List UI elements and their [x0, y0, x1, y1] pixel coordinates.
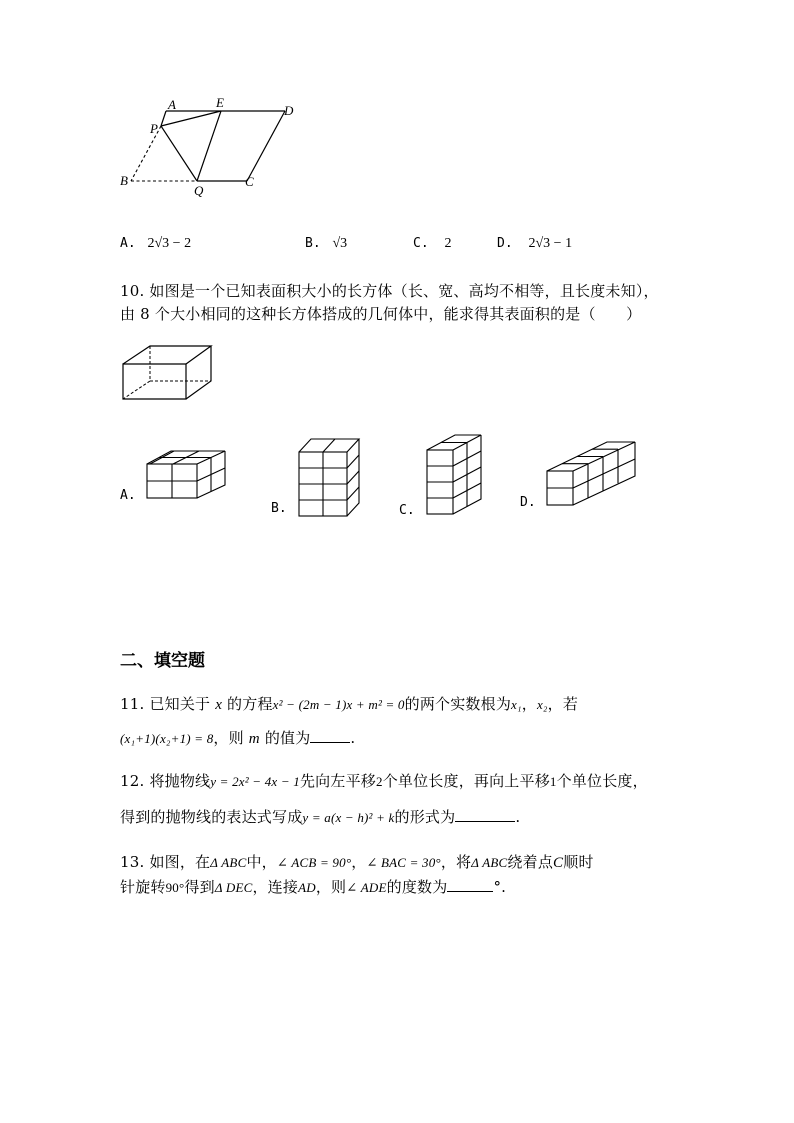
q10-option-c-figure: [425, 434, 487, 516]
q13-line-1: [120, 851, 594, 872]
q10-line-2: 由 8 个大小相同的这种长方体搭成的几何体中，能求得其表面积的是（ ）: [120, 305, 642, 323]
q11-text: 的两个实数根为: [404, 695, 512, 713]
segment-pq: [161, 126, 197, 181]
q9-option-b-value: √3: [332, 236, 348, 251]
q11-line-1: [120, 693, 578, 714]
q12-shift-up: 1: [549, 774, 557, 789]
q12-end: .: [515, 808, 521, 826]
q10-option-a-label: A.: [120, 488, 136, 503]
segment-pe: [161, 111, 221, 126]
q13-text: ，将: [440, 853, 472, 871]
q13-triangle-abc-2: Δ ABC: [471, 855, 508, 870]
q10-option-c-label: C.: [399, 503, 415, 518]
parallelogram-figure: [110, 95, 310, 205]
q11-answer-blank[interactable]: [310, 728, 350, 743]
q11-text: 已知关于: [149, 695, 211, 713]
label-d: D: [284, 103, 294, 118]
q11-text: 的值为: [264, 729, 311, 747]
q12-text: 将抛物线: [149, 772, 211, 790]
q10-option-b-figure: [297, 438, 362, 518]
q9-option-d-value: 2√3 − 1: [528, 236, 573, 251]
q11-end: .: [350, 729, 356, 747]
q11-text: 的方程: [227, 695, 273, 713]
q12-text: 得到的抛物线的表达式写成: [120, 808, 303, 826]
q9-option-a-value: 2√3 − 2: [147, 236, 192, 251]
q13-text: ，连接: [252, 878, 299, 896]
q9-option-d-label: D.: [497, 236, 513, 251]
q13-text: 的度数为: [386, 878, 448, 896]
q12-text: 的形式为: [394, 808, 456, 826]
q11-equation: x² − (2m − 1)x + m² = 0: [272, 697, 405, 712]
q11-separator: ，: [521, 695, 537, 713]
q11-number: 11.: [120, 695, 145, 713]
q12-line-2: [120, 806, 520, 827]
q12-equation: y = 2x² − 4x − 1: [210, 774, 300, 789]
q11-text: ，若: [547, 695, 579, 713]
label-a: A: [168, 97, 176, 112]
q11-var-x: x: [215, 697, 223, 713]
q10-option-a-figure: [146, 450, 228, 500]
q10-option-b-label: B.: [271, 501, 287, 516]
q13-text: 顺时: [563, 853, 594, 871]
q13-text: 绕着点: [507, 853, 554, 871]
q13-angle-bac: ∠ BAC = 30°: [366, 855, 441, 870]
q13-end: °.: [493, 878, 507, 896]
label-q: Q: [194, 183, 204, 198]
q13-text: ，: [351, 853, 367, 871]
q12-vertex-form: y = a(x − h)² + k: [302, 810, 395, 825]
q13-text: 中，: [246, 853, 277, 871]
label-c: C: [245, 174, 254, 189]
cuboid-reference-figure: [120, 345, 215, 402]
q9-option-b-label: B.: [305, 236, 321, 251]
segment-eq: [197, 111, 221, 181]
q9-option-d: [497, 236, 572, 252]
q13-line-2: [120, 876, 506, 897]
q10-option-d-figure: [545, 441, 637, 507]
q9-option-a: [120, 236, 191, 252]
q12-shift-left: 2: [376, 774, 383, 789]
q13-text: 得到: [184, 878, 215, 896]
q12-answer-blank[interactable]: [455, 807, 515, 822]
q13-text: 如图，在: [149, 853, 211, 871]
q12-text: 个单位长度，再向上平移: [382, 772, 550, 790]
q11-condition: (x₁+1)(x₂+1) = 8: [120, 731, 214, 746]
q13-segment-ad: AD: [298, 880, 316, 895]
q12-number: 12.: [120, 772, 145, 790]
q13-angle-ade: ∠ ADE: [346, 880, 387, 895]
label-p: P: [150, 121, 158, 136]
q9-option-a-label: A.: [120, 236, 136, 251]
q13-triangle-dec: Δ DEC: [214, 880, 253, 895]
q9-option-b: [305, 236, 347, 252]
segment-ap: [161, 111, 166, 126]
q11-line-2: [120, 727, 355, 748]
q13-point-c: C: [553, 855, 564, 871]
q13-triangle-abc: Δ ABC: [210, 855, 247, 870]
q9-option-c-label: C.: [413, 236, 429, 251]
label-b: B: [120, 173, 128, 188]
q11-root-1: x₁: [511, 697, 522, 712]
segment-dc: [247, 111, 285, 181]
q13-rotation-degree: 90°: [165, 880, 185, 895]
q10-option-d-label: D.: [520, 495, 536, 510]
q13-text: 针旋转: [120, 878, 166, 896]
q13-text: ，则: [315, 878, 347, 896]
q11-text: ，则: [213, 729, 244, 747]
q13-angle-acb: ∠ ACB = 90°: [276, 855, 352, 870]
label-e: E: [216, 95, 224, 110]
q12-line-1: [120, 770, 648, 791]
q13-answer-blank[interactable]: [447, 877, 493, 892]
q12-text: 个单位长度，: [556, 772, 648, 790]
q9-option-c: [413, 236, 451, 252]
q11-var-m: m: [248, 731, 260, 747]
q9-option-c-value: 2: [444, 236, 452, 251]
q12-text: 先向左平移: [299, 772, 376, 790]
q10-line-1: 10. 如图是一个已知表面积大小的长方体（长、宽、高均不相等，且长度未知），: [120, 282, 659, 300]
section-heading: 二、填空题: [120, 651, 205, 671]
q13-number: 13.: [120, 853, 145, 871]
q11-root-2: x₂: [536, 697, 548, 712]
